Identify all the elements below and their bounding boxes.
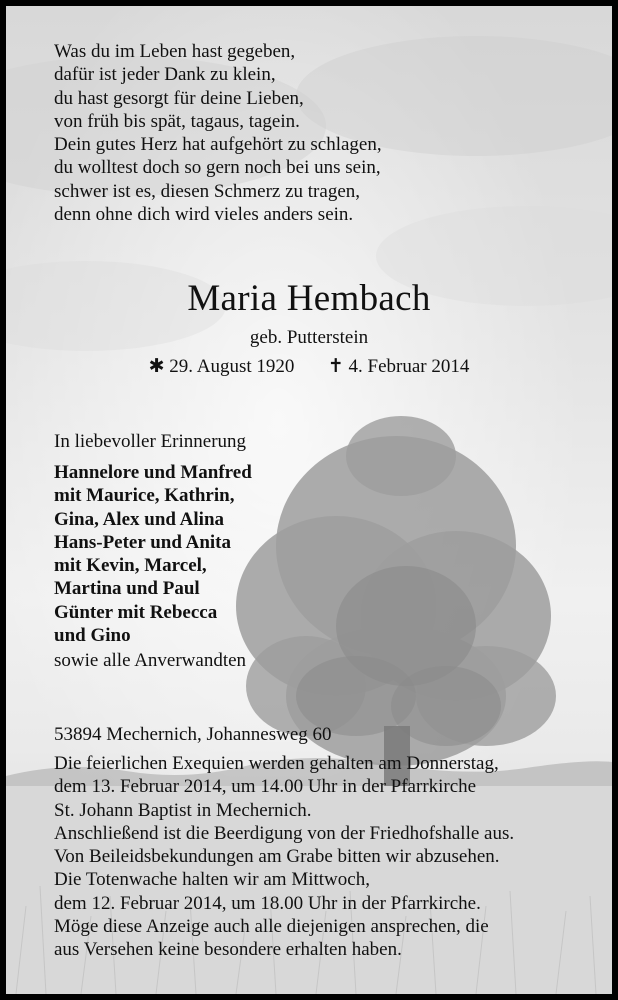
address-line: 53894 Mechernich, Johannesweg 60 <box>54 724 332 745</box>
notice-line: dem 12. Februar 2014, um 18.00 Uhr in der Pfarrkirche. <box>54 892 481 914</box>
mourner-line: und Gino <box>54 625 131 647</box>
poem-line: Was du im Leben hast gegeben, <box>54 41 296 62</box>
notice-line: Die feierlichen Exequien werden gehalten am Donnerstag, <box>54 753 499 774</box>
death-cross-icon: ✝ <box>327 355 344 377</box>
notice-line: Anschließend ist die Beerdigung von der Friedhofshalle aus. <box>54 822 515 844</box>
mourner-line: Günter mit Rebecca <box>54 601 218 623</box>
poem-line: denn ohne dich wird vieles anders sein. <box>54 204 354 226</box>
poem-line: du hast gesorgt für deine Lieben, <box>54 87 304 109</box>
birth-star-icon: ✱ <box>148 355 165 377</box>
poem-line: von früh bis spät, tagaus, tagein. <box>54 110 300 132</box>
poem-line: schwer ist es, diesen Schmerz zu tragen, <box>54 180 361 202</box>
deceased-name: Maria Hembach <box>187 278 431 319</box>
poem-line: du wolltest doch so gern noch bei uns sein, <box>54 157 381 179</box>
notice-line: Möge diese Anzeige auch alle diejenigen ansprechen, die <box>54 916 489 938</box>
mourner-line: Hannelore und Manfred <box>54 462 252 483</box>
relatives-line: sowie alle Anverwandten <box>54 650 247 671</box>
mourners-list <box>54 461 252 647</box>
birth-date: 29. August 1920 <box>169 356 295 377</box>
notice-line: St. Johann Baptist in Mechernich. <box>54 799 312 821</box>
mourner-line: mit Maurice, Kathrin, <box>54 485 235 507</box>
notice-line: dem 13. Februar 2014, um 14.00 Uhr in der Pfarrkirche <box>54 776 477 798</box>
notice-line: Die Totenwache halten wir am Mittwoch, <box>54 869 370 891</box>
mourner-line: Martina und Paul <box>54 578 200 600</box>
poem-line: Dein gutes Herz hat aufgehört zu schlagen, <box>54 134 382 156</box>
mourner-line: mit Kevin, Marcel, <box>54 555 207 577</box>
poem-line: dafür ist jeder Dank zu klein, <box>54 64 276 86</box>
notice-line: Von Beileidsbekundungen am Grabe bitten wir abzusehen. <box>54 846 500 868</box>
death-date: 4. Februar 2014 <box>348 356 470 377</box>
memorial-poem <box>54 40 382 226</box>
notice-line: aus Versehen keine besondere erhalten haben. <box>54 939 402 961</box>
life-dates <box>6 353 612 380</box>
mourner-line: Hans-Peter und Anita <box>54 531 232 553</box>
memory-intro: In liebevoller Erinnerung <box>54 431 247 452</box>
funeral-notice <box>54 752 514 962</box>
mourner-line: Gina, Alex und Alina <box>54 508 225 530</box>
maiden-name: geb. Putterstein <box>249 327 369 348</box>
